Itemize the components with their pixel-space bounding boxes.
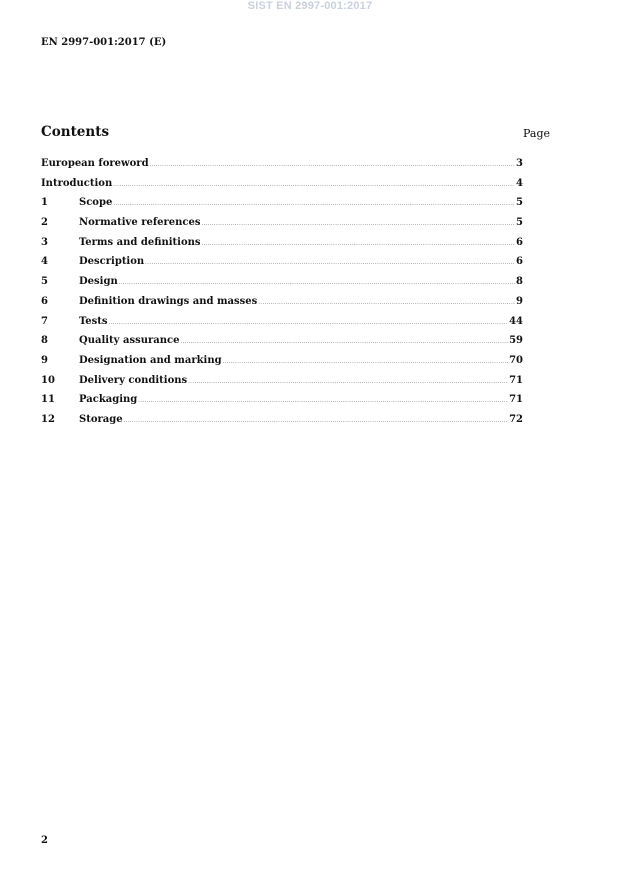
toc-entry[interactable] [41, 316, 523, 336]
toc-entry-number: 11 [41, 394, 55, 406]
document-identifier: EN 2997-001:2017 (E) [41, 37, 167, 48]
toc-entry-page: 4 [516, 177, 523, 189]
toc-entry-number: 8 [41, 335, 48, 347]
toc-entry-title: Quality assurance [79, 335, 180, 347]
toc-entry-title: Designation and marking [79, 354, 222, 366]
toc-entry-page: 70 [509, 354, 523, 366]
toc-entry[interactable] [41, 178, 523, 198]
dot-leader [150, 162, 515, 168]
toc-entry-page: 59 [509, 335, 523, 347]
toc-entry-title: Scope [79, 197, 113, 209]
toc-entry-number: 9 [41, 354, 48, 366]
toc-entry-page: 5 [516, 197, 523, 209]
dot-leader [138, 398, 508, 404]
dot-leader [180, 339, 508, 345]
dot-leader [202, 221, 516, 227]
dot-leader [223, 359, 508, 365]
toc-entry[interactable] [41, 237, 523, 257]
toc-entry[interactable] [41, 375, 523, 395]
dot-leader [109, 320, 509, 326]
toc-entry-title: Terms and definitions [79, 236, 201, 248]
toc-entry-number: 2 [41, 217, 48, 229]
toc-entry-title: Definition drawings and masses [79, 295, 258, 307]
toc-entry-number: 4 [41, 256, 48, 268]
toc-entry-title: Design [79, 276, 118, 288]
contents-heading: Contents [41, 124, 110, 140]
toc-entry-number: 12 [41, 413, 55, 425]
dot-leader [113, 201, 515, 207]
dot-leader [119, 280, 515, 286]
toc-entry[interactable] [41, 256, 523, 276]
toc-entry[interactable] [41, 158, 523, 178]
toc-entry[interactable] [41, 217, 523, 237]
toc-entry-number: 1 [41, 197, 48, 209]
toc-entry-number: 7 [41, 315, 48, 327]
toc-entry[interactable] [41, 414, 523, 434]
toc-entry-page: 3 [516, 158, 523, 169]
page-number: 2 [41, 835, 48, 846]
table-of-contents [41, 158, 523, 434]
toc-entry[interactable] [41, 296, 523, 316]
watermark: SIST EN 2997-001:2017 [247, 0, 373, 12]
toc-entry-page: 6 [516, 256, 523, 268]
toc-entry-page: 71 [509, 394, 523, 406]
toc-entry-page: 5 [516, 217, 523, 229]
toc-entry-title: Description [79, 256, 145, 268]
dot-leader [188, 379, 508, 385]
toc-entry-title: Packaging [79, 394, 138, 406]
toc-entry[interactable] [41, 197, 523, 217]
toc-entry[interactable] [41, 355, 523, 375]
toc-entry-title: Normative references [79, 217, 201, 229]
toc-entry-title: Introduction [41, 177, 113, 189]
dot-leader [124, 418, 508, 424]
page-column-label: Page [523, 127, 551, 140]
toc-entry[interactable] [41, 335, 523, 355]
toc-entry-page: 72 [509, 413, 523, 425]
dot-leader [202, 241, 516, 247]
toc-entry-number: 5 [41, 276, 48, 288]
toc-entry-title: Storage [79, 413, 123, 425]
dot-leader [113, 182, 515, 188]
toc-entry-page: 8 [516, 276, 523, 288]
toc-entry-title: European foreword [41, 158, 149, 169]
dot-leader [258, 300, 515, 306]
toc-entry-page: 6 [516, 236, 523, 248]
toc-entry-number: 6 [41, 295, 48, 307]
toc-entry-page: 9 [516, 295, 523, 307]
toc-entry-title: Delivery conditions [79, 374, 188, 386]
toc-entry-page: 71 [509, 374, 523, 386]
dot-leader [145, 260, 515, 266]
toc-entry-page: 44 [509, 315, 523, 327]
toc-entry-number: 3 [41, 236, 48, 248]
toc-entry[interactable] [41, 394, 523, 414]
toc-entry-number: 10 [41, 374, 55, 386]
toc-entry[interactable] [41, 276, 523, 296]
toc-entry-title: Tests [79, 315, 108, 327]
